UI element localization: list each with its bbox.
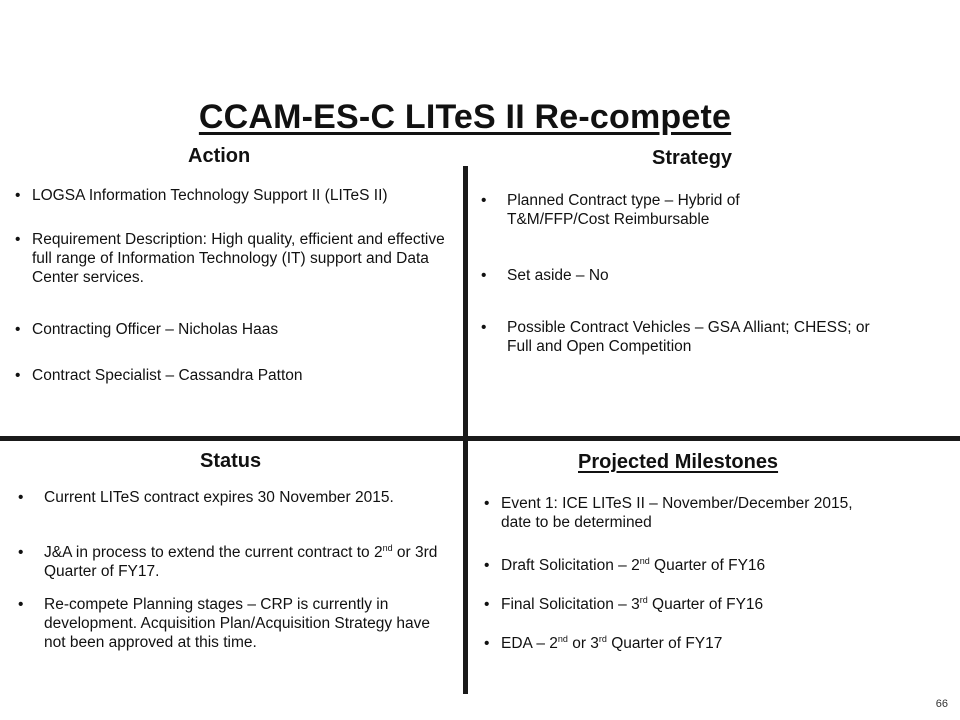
strategy-item: • Set aside – No <box>481 267 609 284</box>
strategy-heading: Strategy <box>652 147 733 169</box>
milestone-item: • Event 1: ICE LITeS II – November/December 2015, date to be determined <box>484 495 853 531</box>
page-number: 66 <box>935 698 948 710</box>
milestone-item: • Draft Solicitation – 2nd Quarter of FY16 <box>484 555 766 574</box>
strategy-item: • Planned Contract type – Hybrid of T&M/FFP/Cost Reimbursable <box>481 192 740 228</box>
slide-title: CCAM-ES-C LITeS II Re-compete <box>198 98 732 136</box>
milestones-heading: Projected Milestones <box>578 451 779 473</box>
status-item: • J&A in process to extend the current contract to 2nd or 3rd Quarter of FY17. <box>18 542 438 580</box>
milestone-item: • EDA – 2nd or 3rd Quarter of FY17 <box>484 633 723 652</box>
strategy-item: • Possible Contract Vehicles – GSA Alliant; CHESS; or Full and Open Competition <box>481 319 870 355</box>
horizontal-divider <box>0 436 960 441</box>
status-item: • Re-compete Planning stages – CRP is currently in development. Acquisition Plan/Acquisition Strategy have not been approved at this time. <box>18 596 431 651</box>
action-item: • Contracting Officer – Nicholas Haas <box>15 321 279 338</box>
status-heading: Status <box>200 450 262 472</box>
action-item: • Contract Specialist – Cassandra Patton <box>15 367 303 384</box>
action-item: • LOGSA Information Technology Support II (LITeS II) <box>15 187 388 204</box>
vertical-divider <box>463 166 468 694</box>
action-item: • Requirement Description: High quality, efficient and effective full range of Information Technology (IT) support and Data Center services. <box>15 231 445 286</box>
action-heading: Action <box>188 145 251 167</box>
status-item: • Current LITeS contract expires 30 November 2015. <box>18 489 394 506</box>
milestone-item: • Final Solicitation – 3rd Quarter of FY16 <box>484 594 764 613</box>
